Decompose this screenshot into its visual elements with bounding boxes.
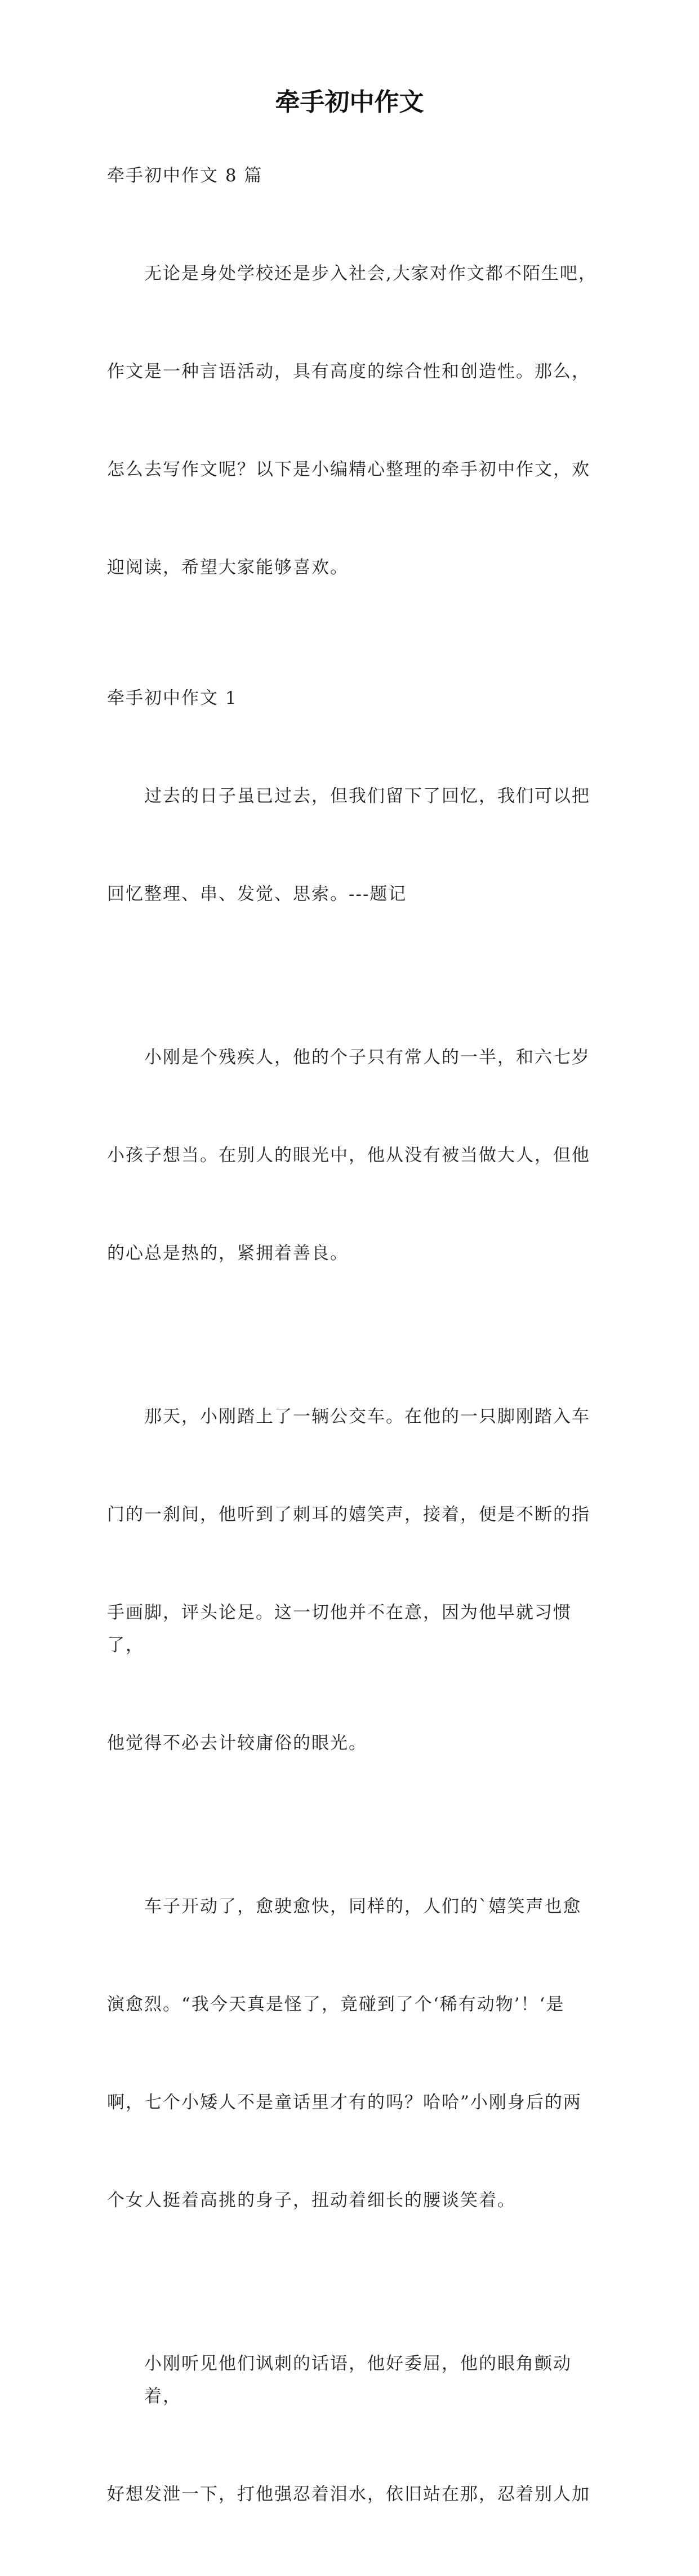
essay1-paragraph <box>107 2282 603 2576</box>
text-line: 演愈烈。“我今天真是怪了，竟碰到了个‘稀有动物’！‘是 <box>107 1994 565 2015</box>
essay1-paragraph <box>107 1335 603 1825</box>
essay1-paragraph <box>107 976 603 1335</box>
essay1-heading: 牵手初中作文 1 <box>107 688 238 708</box>
essay1-paragraph <box>107 1825 603 2282</box>
text-line: 作文是一种言语活动，具有高度的综合性和创造性。那么， <box>107 361 590 382</box>
text-line: 无论是身处学校还是步入社会,大家对作文都不陌生吧， <box>144 264 597 284</box>
text-line: 小孩子想当。在别人的眼光中，他从没有被当做大人，但他 <box>107 1145 590 1166</box>
text-line: 怎么去写作文呢？以下是小编精心整理的牵手初中作文，欢 <box>107 459 590 480</box>
text-line: 小刚是个残疾人，他的个子只有常人的一半，和六七岁 <box>144 1047 590 1068</box>
text-line: 个女人挺着高挑的身子，扭动着细长的腰谈笑着。 <box>107 2190 516 2211</box>
intro-heading: 牵手初中作文 8 篇 <box>107 166 263 186</box>
text-line: 过去的日子虽已过去，但我们留下了回忆，我们可以把 <box>144 786 590 806</box>
intro-paragraph <box>107 192 603 649</box>
document-title: 牵手初中作文 <box>275 88 424 117</box>
text-line: 手画脚，评头论足。这一切他并不在意，因为他早就习惯了， <box>107 1602 572 1655</box>
text-line: 回忆整理、串、发觉、思索。---题记 <box>107 884 407 904</box>
text-line: 好想发泄一下，打他强忍着泪水，依旧站在那，忍着别人加 <box>107 2484 590 2504</box>
text-line: 迎阅读，希望大家能够喜欢。 <box>107 557 349 578</box>
text-line: 啊，七个小矮人不是童话里才有的吗？哈哈”小刚身后的两 <box>107 2092 582 2113</box>
document-body <box>107 159 603 2576</box>
text-line: 门的一刹间，他听到了刺耳的嬉笑声，接着，便是不断的指 <box>107 1504 590 1525</box>
text-line: 小刚听见他们讽刺的话语，他好委屈，他的眼角颤动着， <box>144 2354 572 2407</box>
text-line: 的心总是热的，紧拥着善良。 <box>107 1243 349 1264</box>
text-line: 车子开动了，愈驶愈快，同样的，人们的`嬉笑声也愈 <box>144 1896 582 1917</box>
text-line: 那天，小刚踏上了一辆公交车。在他的一只脚刚踏入车 <box>144 1407 590 1427</box>
text-line: 他觉得不必去计较庸俗的眼光。 <box>107 1733 367 1753</box>
essay1-paragraph <box>107 715 603 976</box>
